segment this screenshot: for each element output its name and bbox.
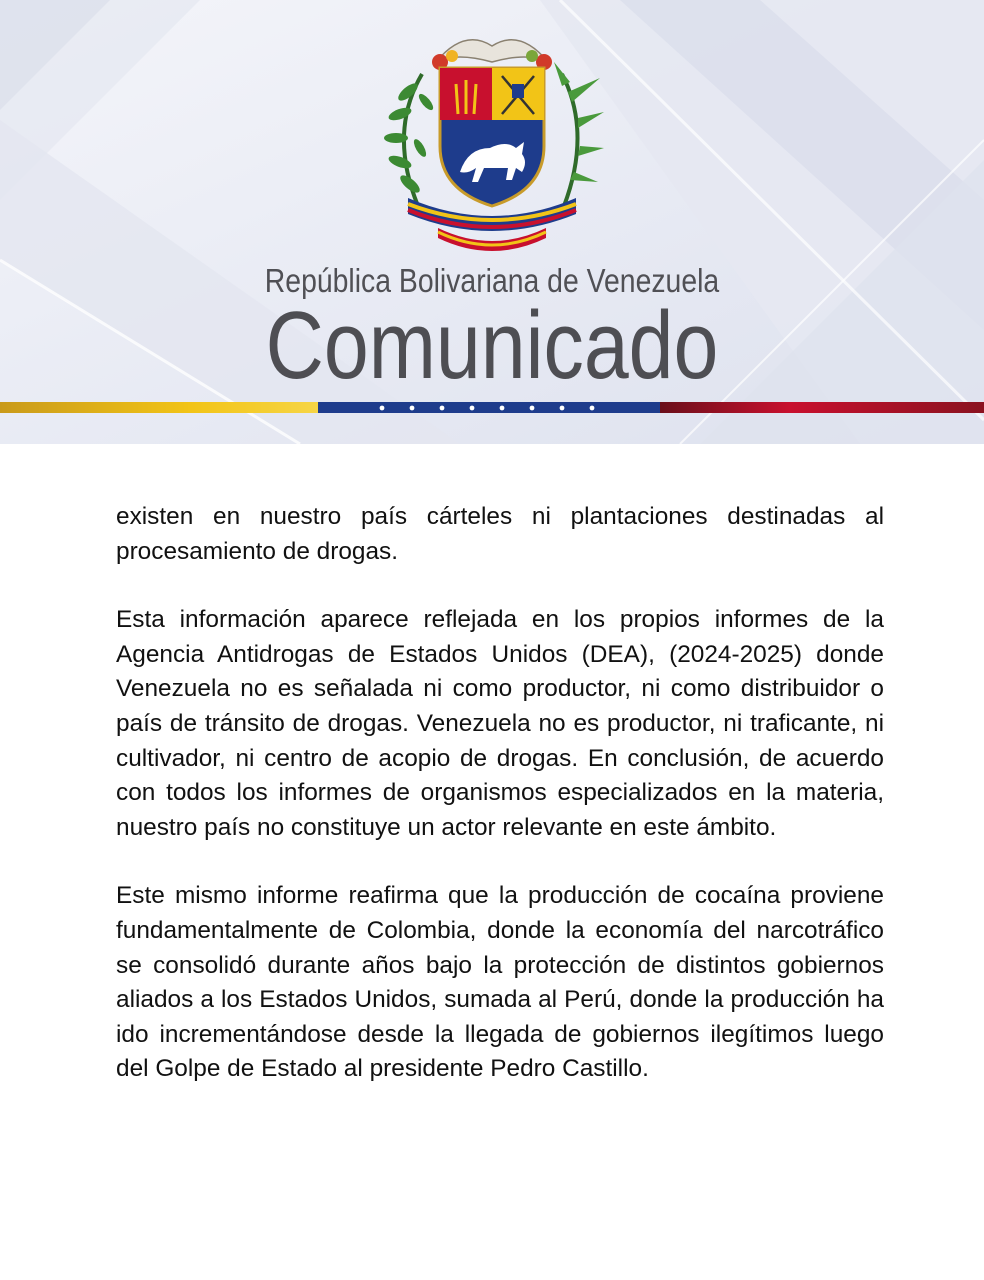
flag-stripe bbox=[0, 402, 984, 413]
paragraph: existen en nuestro país cárteles ni plantaciones destinadas al procesamiento de drogas. bbox=[116, 503, 884, 565]
paragraph: Este mismo informe reafirma que la producción de cocaína proviene fundamentalmente de Colombia, donde la economía del narcotráfico se consolidó durante años bajo la protección de distintos gobiernos aliados a los Estados Unidos, sumada al Perú, donde la producción ha ido incrementándose desde la llegada de gobiernos ilegítimos luego del Golpe de Estado al presidente Pedro Castillo. bbox=[116, 882, 884, 1083]
header-banner bbox=[0, 0, 984, 444]
communique-body bbox=[116, 500, 884, 1121]
paragraph: Esta información aparece reflejada en los propios informes de la Agencia Antidrogas de Estados Unidos (DEA), (2024-2025) donde Venezuela no es señalada ni como productor, ni como distribuidor o país de tránsito de drogas. Venezuela no es productor, ni traficante, ni cultivador, ni centro de acopio de drogas. En conclusión, de acuerdo con todos los informes de organismos especializados en la materia, nuestro país no constituye un actor relevante en este ámbito. bbox=[116, 606, 884, 841]
country-name: República Bolivariana de Venezuela bbox=[264, 262, 720, 299]
coat-of-arms-icon bbox=[378, 22, 606, 254]
page-title: Comunicado bbox=[265, 292, 719, 399]
